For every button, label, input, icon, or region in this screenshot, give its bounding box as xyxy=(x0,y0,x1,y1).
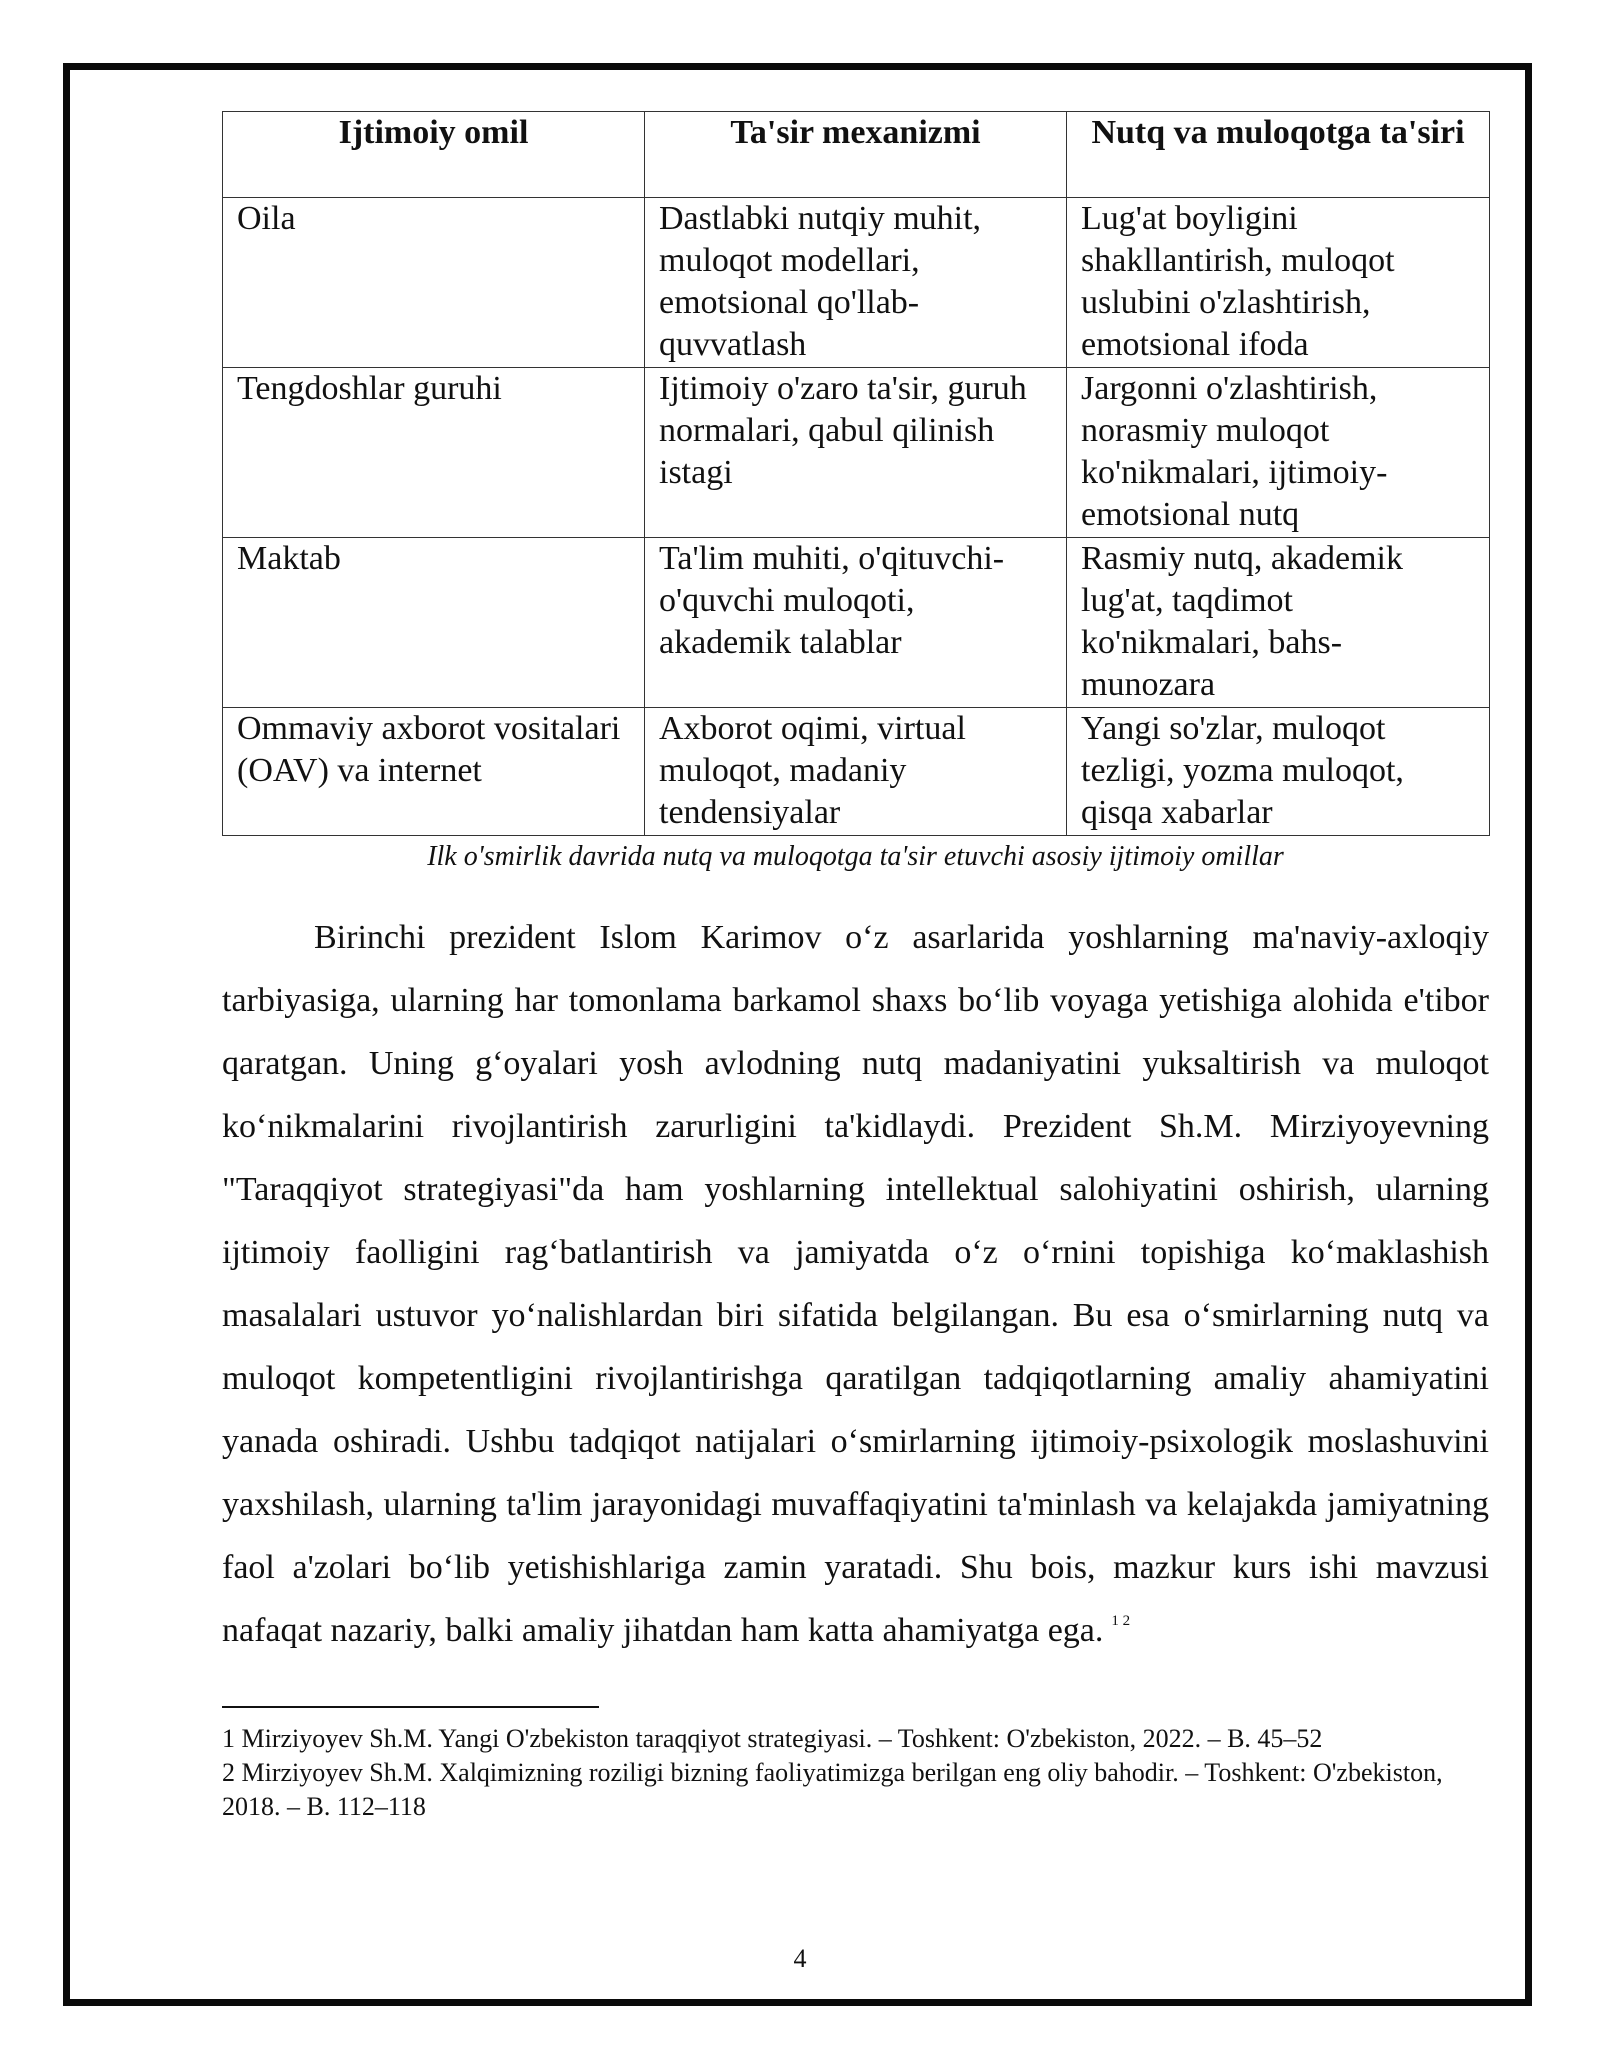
table-row xyxy=(223,708,1490,836)
footnote-2: 2 Mirziyoyev Sh.M. Xalqimizning roziligi bizning faoliyatimizga berilgan eng oliy bahodir. – Toshkent: O'zbekiston, 2018. – B. 112–118 xyxy=(222,1758,1443,1821)
body-paragraph-text: Birinchi prezident Islom Karimov o‘z asarlarida yoshlarning ma'naviy-axloqiy tarbiyasiga, ularning har tomonlama barkamol shaxs bo‘lib voyaga yetishiga alohida e'tibor qaratgan. Uning g‘oyalari yosh avlodning nutq madaniyatini yuksaltirish va muloqot ko‘nikmalarini rivojlantirish zarurligini ta'kidlaydi. Prezident Sh.M. Mirziyoyevning "Taraqqiyot strategiyasi"da ham yoshlarning intellektual salohiyatini oshirish, ularning ijtimoiy faolligini rag‘batlantirish va jamiyatda o‘z o‘rnini topishiga ko‘maklashish masalalari ustuvor yo‘nalishlardan biri sifatida belgilangan. Bu esa o‘smirlarning nutq va muloqot kompetentligini rivojlantirishga qaratilgan tadqiqotlarning amaliy ahamiyatini yanada oshiradi. Ushbu tadqiqot natijalari o‘smirlarning ijtimoiy-psixologik moslashuvini yaxshilash, ularning ta'lim jarayonidagi muvaffaqiyatini ta'minlash va kelajakda jamiyatning faol a'zolari bo‘lib yetishishlariga zamin yaratadi. Shu bois, mazkur kurs ishi mavzusi nafaqat nazariy, balki amaliy jihatdan ham katta ahamiyatga ega. xyxy=(222,919,1489,1649)
body-paragraph xyxy=(222,906,1489,1662)
table-caption: Ilk o'smirlik davrida nutq va muloqotga ta'sir etuvchi asosiy ijtimoiy omillar xyxy=(427,841,1284,872)
header-speech-effect: Nutq va muloqotga ta'siri xyxy=(1067,112,1490,198)
table-cell: Tengdoshlar guruhi xyxy=(223,368,645,538)
social-factors-table xyxy=(222,111,1490,836)
table-row xyxy=(223,368,1490,538)
table-cell: Yangi so'zlar, muloqot tezligi, yozma muloqot, qisqa xabarlar xyxy=(1067,708,1490,836)
table-cell: Oila xyxy=(223,198,645,368)
table-cell: Lug'at boyligini shakllantirish, muloqot uslubini o'zlashtirish, emotsional ifoda xyxy=(1067,198,1490,368)
footnote-divider xyxy=(222,1706,599,1708)
table-cell: Ta'lim muhiti, o'qituvchi-o'quvchi muloqoti, akademik talablar xyxy=(645,538,1067,708)
header-social-factor: Ijtimoiy omil xyxy=(223,112,645,198)
table-cell: Rasmiy nutq, akademik lug'at, taqdimot ko'nikmalari, bahs-munozara xyxy=(1067,538,1490,708)
table-cell: Maktab xyxy=(223,538,645,708)
footnote-reference: 1 2 xyxy=(1111,1613,1131,1629)
table-cell: Ommaviy axborot vositalari (OAV) va internet xyxy=(223,708,645,836)
table-cell: Axborot oqimi, virtual muloqot, madaniy tendensiyalar xyxy=(645,708,1067,836)
table-row xyxy=(223,538,1490,708)
footnotes xyxy=(222,1722,1489,1824)
table-row xyxy=(223,198,1490,368)
footnote-1: 1 Mirziyoyev Sh.M. Yangi O'zbekiston taraqqiyot strategiyasi. – Toshkent: O'zbekiston, 2022. – B. 45–52 xyxy=(222,1724,1323,1753)
table-cell: Dastlabki nutqiy muhit, muloqot modellari, emotsional qo'llab-quvvatlash xyxy=(645,198,1067,368)
page-number: 4 xyxy=(793,1944,807,1973)
header-mechanism: Ta'sir mexanizmi xyxy=(645,112,1067,198)
table-cell: Jargonni o'zlashtirish, norasmiy muloqot ko'nikmalari, ijtimoiy-emotsional nutq xyxy=(1067,368,1490,538)
table-cell: Ijtimoiy o'zaro ta'sir, guruh normalari, qabul qilinish istagi xyxy=(645,368,1067,538)
page-content xyxy=(222,111,1489,1824)
table-header-row xyxy=(223,112,1490,198)
